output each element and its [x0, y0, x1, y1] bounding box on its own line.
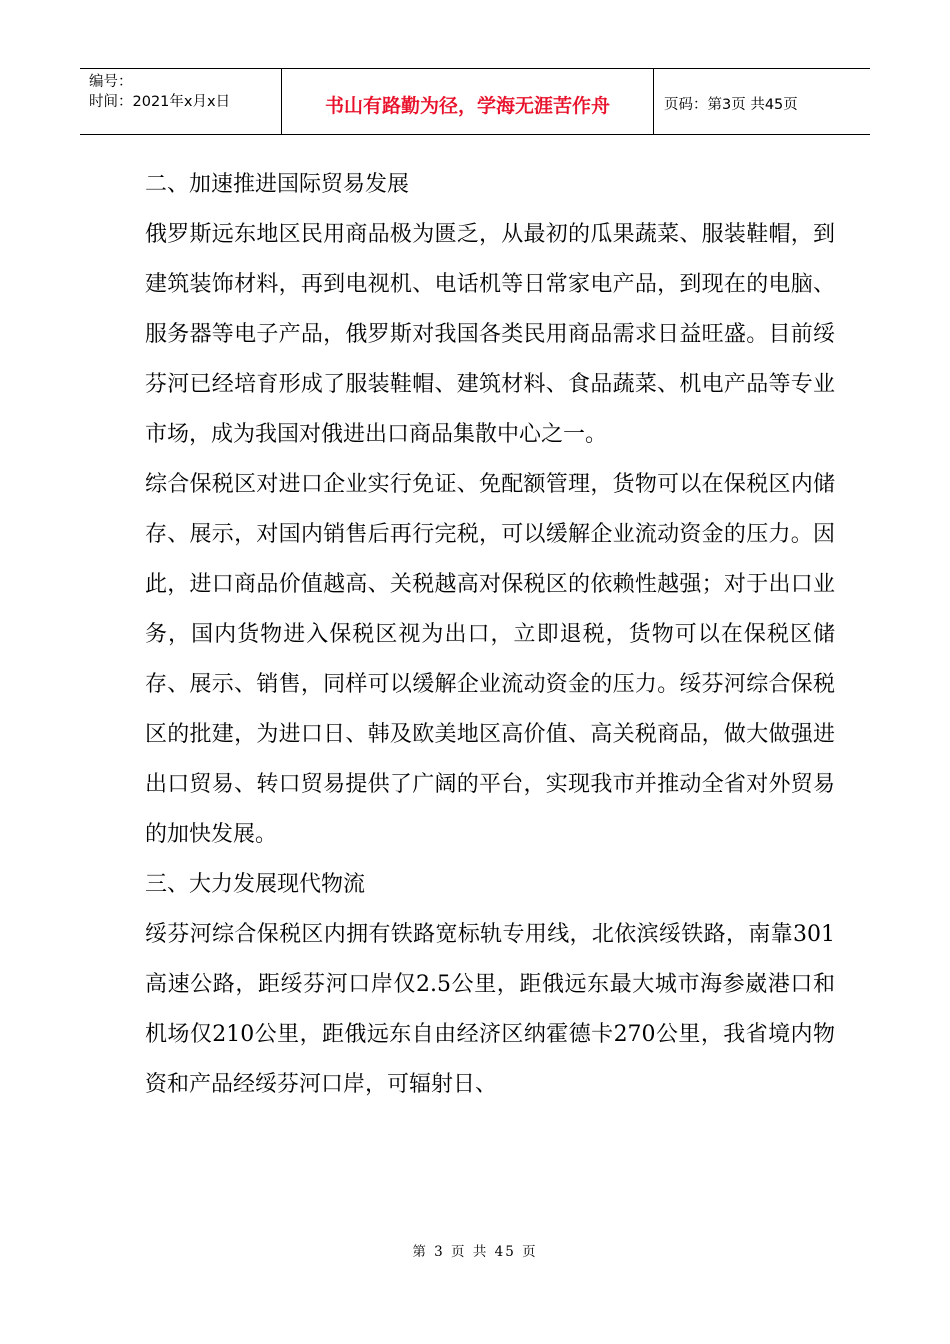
document-time-label: 时间：2021年x月x日	[89, 94, 231, 110]
body-paragraph: 绥芬河综合保税区内拥有铁路宽标轨专用线，北依滨绥铁路，南靠301高速公路，距绥芬河口岸仅2.5公里，距俄远东最大城市海参崴港口和机场仅210公里，距俄远东自由经济区纳霍德卡270公里，我省境内物资和产品经绥芬河口岸，可辐射日、	[145, 922, 835, 1097]
header-motto: 书山有路勤为径，学海无涯苦作舟	[282, 69, 654, 134]
document-body	[145, 160, 835, 1110]
header-page-info: 页码：第3页 共45页	[664, 97, 798, 113]
header-left-cell	[80, 69, 282, 134]
page-header	[80, 68, 870, 135]
document-number-label: 编号：	[89, 74, 133, 90]
page-footer: 第 3 页 共 45 页	[412, 1244, 538, 1260]
section-heading: 二、加速推进国际贸易发展	[145, 172, 410, 197]
body-paragraph: 综合保税区对进口企业实行免证、免配额管理，货物可以在保税区内储存、展示，对国内销售后再行完税，可以缓解企业流动资金的压力。因此，进口商品价值越高、关税越高对保税区的依赖性越强；对于出口业务，国内货物进入保税区视为出口，立即退税，货物可以在保税区储存、展示、销售，同样可以缓解企业流动资金的压力。绥芬河综合保税区的批建，为进口日、韩及欧美地区高价值、高关税商品，做大做强进出口贸易、转口贸易提供了广阔的平台，实现我市并推动全省对外贸易的加快发展。	[145, 472, 835, 847]
section-heading: 三、大力发展现代物流	[145, 872, 366, 897]
body-paragraph: 俄罗斯远东地区民用商品极为匮乏，从最初的瓜果蔬菜、服装鞋帽，到建筑装饰材料，再到电视机、电话机等日常家电产品，到现在的电脑、服务器等电子产品，俄罗斯对我国各类民用商品需求日益旺盛。目前绥芬河已经培育形成了服装鞋帽、建筑材料、食品蔬菜、机电产品等专业市场，成为我国对俄进出口商品集散中心之一。	[145, 222, 835, 447]
